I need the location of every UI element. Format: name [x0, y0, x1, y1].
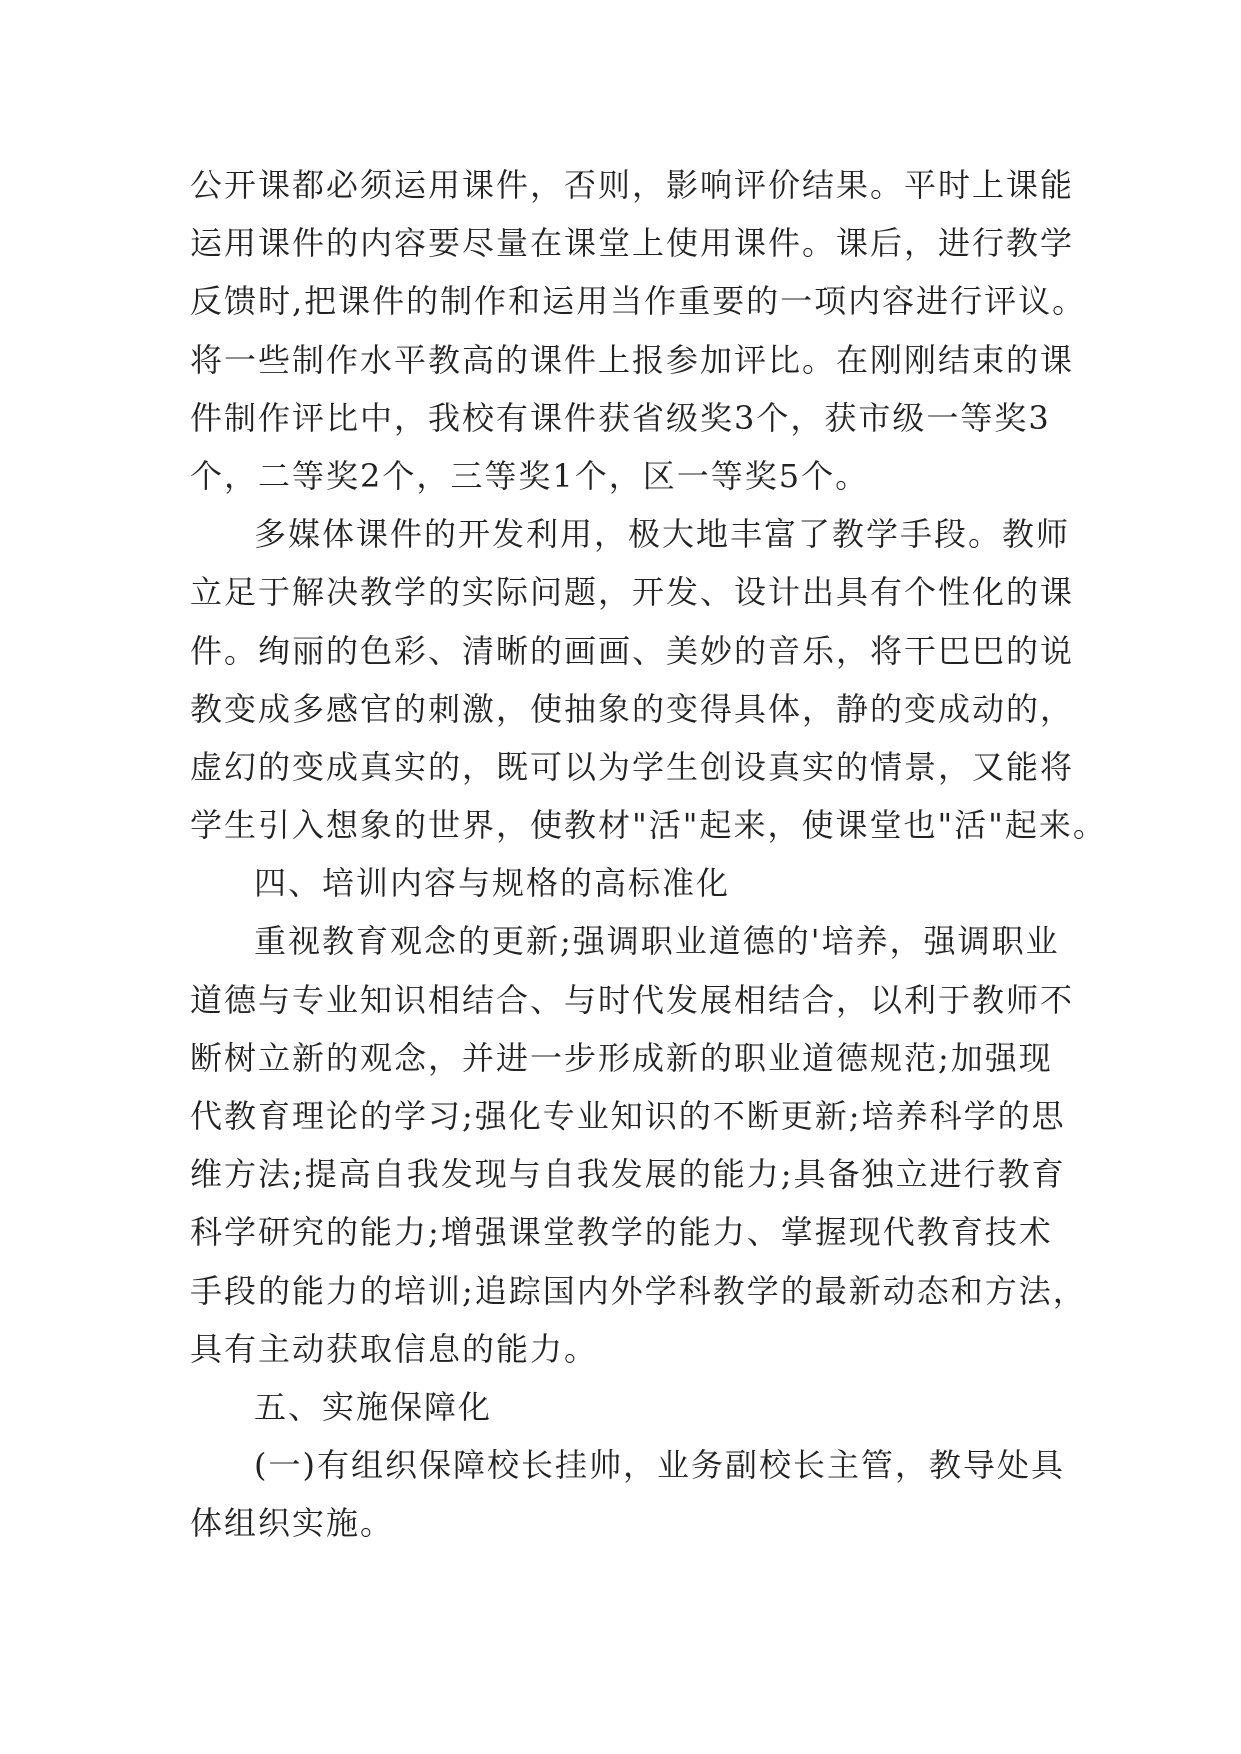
text-line: 运用课件的内容要尽量在课堂上使用课件。课后，进行教学	[190, 224, 1075, 263]
section-heading-four: 四、培训内容与规格的高标准化	[254, 864, 731, 903]
text-line: 将一些制作水平教高的课件上报参加评比。在刚刚结束的课	[190, 340, 1075, 379]
text-line: 维方法;提高自我发现与自我发展的能力;具备独立进行教育	[190, 1155, 1066, 1194]
text-line: 体组织实施。	[190, 1504, 395, 1543]
text-line: 手段的能力的培训;追踪国内外学科教学的最新动态和方法，	[190, 1271, 1087, 1310]
text-line: 代教育理论的学习;强化专业知识的不断更新;培养科学的思	[190, 1097, 1066, 1135]
paragraph-start-line: (一)有组织保障校长挂帅，业务副校长主管，教导处具	[254, 1446, 1065, 1485]
text-line: 件。绚丽的色彩、清晰的画画、美妙的音乐，将干巴巴的说	[190, 631, 1075, 670]
text-line: 具有主动获取信息的能力。	[190, 1329, 599, 1368]
text-line: 学生引入想象的世界，使教材"活"起来，使课堂也"活"起来。	[190, 806, 1107, 845]
text-line: 公开课都必须运用课件，否则，影响评价结果。平时上课能	[190, 166, 1075, 204]
body-text	[190, 156, 1107, 1553]
text-line: 断树立新的观念，并进一步形成新的职业道德规范;加强现	[190, 1038, 1053, 1077]
text-line: 反馈时,把课件的制作和运用当作重要的一项内容进行评议。	[190, 282, 1087, 321]
text-line: 科学研究的能力;增强课堂教学的能力、掌握现代教育技术	[190, 1213, 1053, 1252]
text-line: 虚幻的变成真实的，既可以为学生创设真实的情景，又能将	[190, 747, 1075, 786]
text-line: 个，二等奖2个，三等奖1个，区一等奖5个。	[190, 456, 870, 495]
paragraph-start-line: 重视教育观念的更新;强调职业道德的'培养，强调职业	[254, 922, 1060, 961]
section-heading-five: 五、实施保障化	[254, 1387, 493, 1426]
text-line: 立足于解决教学的实际问题，开发、设计出具有个性化的课	[190, 573, 1075, 612]
text-line: 道德与专业知识相结合、与时代发展相结合，以利于教师不	[190, 980, 1075, 1019]
text-line: 教变成多感官的刺激，使抽象的变得具体，静的变成动的，	[190, 689, 1075, 728]
text-line: 件制作评比中，我校有课件获省级奖3个，获市级一等奖3	[190, 398, 1051, 437]
paragraph-start-line: 多媒体课件的开发利用，极大地丰富了教学手段。教师	[254, 515, 1071, 554]
